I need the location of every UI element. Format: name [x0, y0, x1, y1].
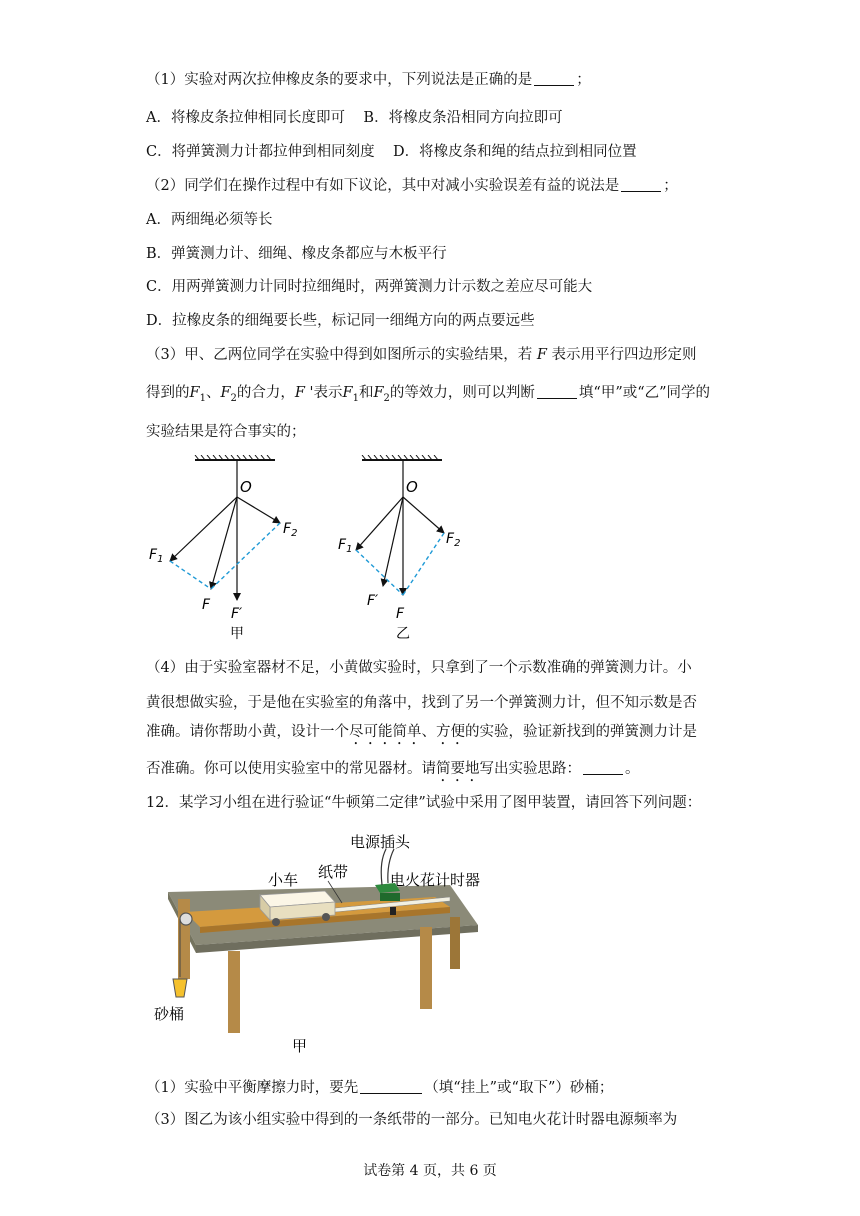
option-d: D．将橡皮条和绳的结点拉到相同位置 [393, 144, 637, 160]
label-f1: $F_1$ [149, 547, 164, 565]
table-leg [420, 927, 432, 1009]
pulley [180, 913, 192, 925]
q11-part4-line2: 黄很想做实验，于是他在实验室的角落中，找到了另一个弹簧测力计，但不知示数是否 [146, 695, 697, 711]
q11-part3-line1: （3）甲、乙两位同学在实验中得到如图所示的实验结果，若 F 表示用平行四边形定则 [146, 347, 697, 363]
label-f2: $F_2$ [283, 521, 298, 539]
option-d: D．拉橡皮条的细绳要长些，标记同一细绳方向的两点要远些 [146, 313, 535, 329]
option-a: A．将橡皮条拉伸相同长度即可 [146, 110, 345, 126]
option-c: C．将弹簧测力计都拉伸到相同刻度 [146, 144, 375, 160]
label-o: O [406, 478, 418, 496]
caption-jia: 甲 [230, 626, 244, 642]
diagram-jia [149, 455, 297, 642]
label-f: F [396, 606, 405, 622]
q11-part4-line1: （4）由于实验室器材不足，小黄做实验时，只拿到了一个示数准确的弹簧测力计。小 [146, 660, 692, 676]
answer-blank[interactable] [537, 384, 577, 399]
label-f1: $F_1$ [338, 537, 353, 555]
q11-part4-line4: 否准确。你可以使用实验室中的常见器材。请简要地写出实验思路： 。 [146, 761, 640, 777]
table-leg [450, 917, 460, 969]
force-diagram [140, 455, 480, 645]
label-paper-tape: 纸带 [318, 863, 349, 881]
label-f-prime: F′ [231, 606, 243, 622]
q12-part1: （1）实验中平衡摩擦力时，要先 （填“挂上”或“取下”）砂桶； [146, 1080, 614, 1096]
page-footer: 试卷第 4 页，共 6 页 [363, 1163, 497, 1179]
sand-bucket [173, 979, 187, 997]
power-cord [381, 849, 386, 885]
answer-blank[interactable] [360, 1079, 422, 1094]
q11-part2-question: （2）同学们在操作过程中有如下议论，其中对减小实验误差有益的说法是 ； [146, 178, 678, 194]
diagram-yi [338, 455, 460, 642]
caption-jia: 甲 [292, 1037, 308, 1055]
label-power-plug: 电源插头 [350, 833, 411, 851]
q11-part1-options-cd [146, 142, 637, 162]
answer-blank[interactable] [534, 71, 574, 86]
caption-yi: 乙 [396, 626, 410, 642]
emphasis-text: 尽可能简单、方便 [349, 724, 465, 740]
option-b: B．将橡皮条沿相同方向拉即可 [363, 110, 563, 126]
option-b: B．弹簧测力计、细绳、橡皮条都应与木板平行 [146, 246, 447, 262]
label-f2: $F_2$ [446, 531, 461, 549]
label-f-prime: F′ [367, 593, 379, 609]
q11-part1-options-ab [146, 108, 563, 128]
q11-part3-line3: 实验结果是符合事实的； [146, 424, 306, 440]
label-spark-timer: 电火花计时器 [390, 871, 481, 889]
option-a: A．两细绳必须等长 [146, 212, 273, 228]
q12-intro: 12．某学习小组在进行验证“牛顿第二定律”试验中采用了图甲装置，请回答下列问题： [146, 795, 702, 811]
emphasis-text: 简要地 [436, 761, 480, 777]
answer-blank[interactable] [621, 177, 661, 192]
label-sand-bucket: 砂桶 [154, 1005, 185, 1023]
label-o: O [240, 478, 252, 496]
apparatus-illustration [150, 827, 510, 1062]
label-cart: 小车 [268, 871, 299, 889]
answer-blank[interactable] [583, 760, 623, 775]
table-leg [228, 951, 240, 1033]
q11-part1-question: （1）实验对两次拉伸橡皮条的要求中，下列说法是正确的是 ； [146, 72, 591, 88]
label-f: F [202, 597, 211, 613]
option-c: C．用两弹簧测力计同时拉细绳时，两弹簧测力计示数之差应尽可能大 [146, 279, 593, 295]
q11-part3-line2: 得到的$F_1$、$F_2$的合力，F '表示$F_1$和$F_2$的等效力，则可以判断 填“甲”或“乙”同学的 [146, 385, 711, 404]
q11-part4-line3: 准确。请你帮助小黄，设计一个尽可能简单、方便的实验，验证新找到的弹簧测力计是 [146, 724, 697, 740]
q12-part3: （3）图乙为该小组实验中得到的一条纸带的一部分。已知电火花计时器电源频率为 [146, 1112, 678, 1128]
